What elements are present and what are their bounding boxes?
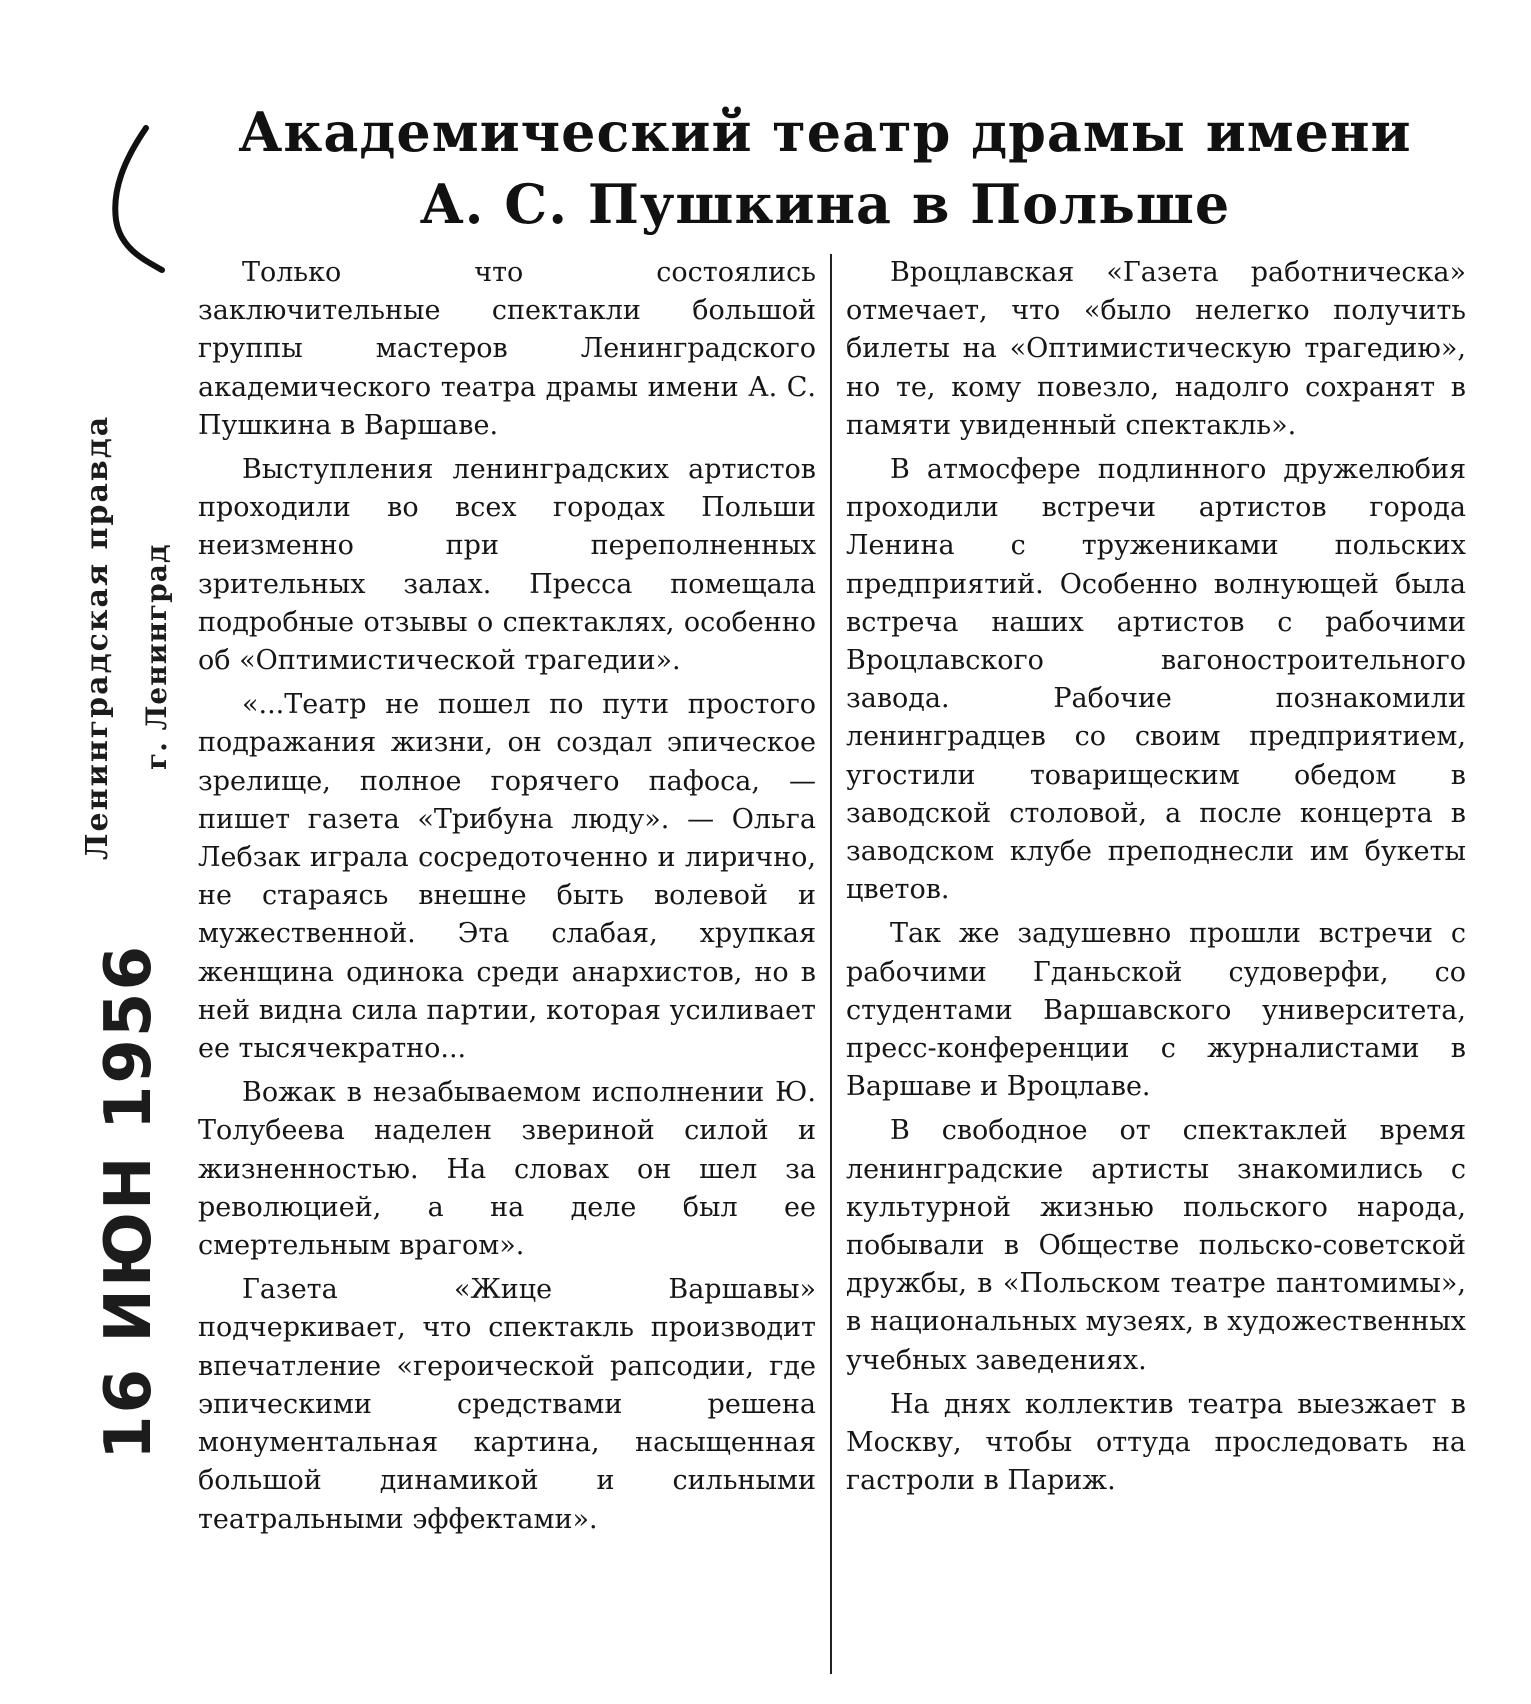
headline-line-2: А. С. Пушкина в Польше bbox=[419, 172, 1231, 236]
date-stamp: 16 ИЮН 1956 bbox=[92, 944, 166, 1460]
paragraph: Так же задушевно прошли встречи с рабочими Гданьской судоверфи, со студентами Варшавского университета, пресс-конференции с журналистами в Варшаве и Вроцлаве. bbox=[846, 918, 1466, 1103]
paragraph: «...Театр не пошел по пути простого подражания жизни, он создал эпическое зрелище, полное горячего пафоса, — пишет газета «Трибуна люду». — Ольга Лебзак играла сосредоточенно и лирично, не стараясь внешне быть волевой и мужественной. Эта слабая, хрупкая женщина одинока среди анархистов, но в ней видна сила партии, которая усиливает ее тысячекратно... bbox=[198, 689, 816, 1065]
newspaper-name-stamp: Ленинградская правда bbox=[80, 414, 115, 860]
paragraph: Вроцлавская «Газета работническа» отмечает, что «было нелегко получить билеты на «Оптимистическую трагедию», но те, кому повезло, надолго сохранят в памяти увиденный спектакль». bbox=[846, 257, 1466, 441]
paragraph: Только что состоялись заключительные спектакли большой группы мастеров Ленинградского академического театра драмы имени А. С. Пушкина в Варшаве. bbox=[198, 257, 816, 441]
headline-line-1: Академический театр драмы имени bbox=[238, 100, 1412, 164]
column-divider bbox=[830, 254, 832, 1674]
paragraph: В атмосфере подлинного дружелюбия проходили встречи артистов города Ленина с тружениками польских предприятий. Особенно волнующей была встреча наших артистов с рабочими Вроцлавского вагоностроительного завода. Рабочие познакомили ленинградцев со своим предприятием, угостили товарищеским обедом в заводской столовой, а после концерта в заводском клубе преподнесли им букеты цветов. bbox=[846, 454, 1466, 906]
paragraph: Вожак в незабываемом исполнении Ю. Толубеева наделен звериной силой и жизненностью. На словах он шел за революцией, а на деле был ее смертельным врагом». bbox=[198, 1077, 816, 1262]
paragraph: На днях коллектив театра выезжает в Москву, чтобы оттуда проследовать на гастроли в Париж. bbox=[846, 1388, 1466, 1497]
article-left-column bbox=[198, 254, 816, 1545]
article-right-column bbox=[846, 254, 1466, 1507]
handwritten-mark-icon bbox=[104, 120, 194, 280]
city-stamp: г. Ленинград bbox=[140, 543, 173, 770]
article-headline bbox=[230, 96, 1420, 240]
paragraph: Выступления ленинградских артистов проходили во всех городах Польши неизменно при переполненных зрительных залах. Пресса помещала подробные отзывы о спектаклях, особенно об «Оптимистической трагедии». bbox=[198, 454, 816, 677]
paragraph: В свободное от спектаклей время ленинградские артисты знакомились с культурной жизнью польского народа, побывали в Обществе польско-советской дружбы, в «Польском театре пантомимы», в национальных музеях, в художественных учебных заведениях. bbox=[846, 1115, 1466, 1376]
paragraph: Газета «Жице Варшавы» подчеркивает, что спектакль производит впечатление «героической рапсодии, где эпическими средствами решена монументальная картина, насыщенная большой динамикой и сильными театральными эффектами». bbox=[198, 1274, 816, 1535]
